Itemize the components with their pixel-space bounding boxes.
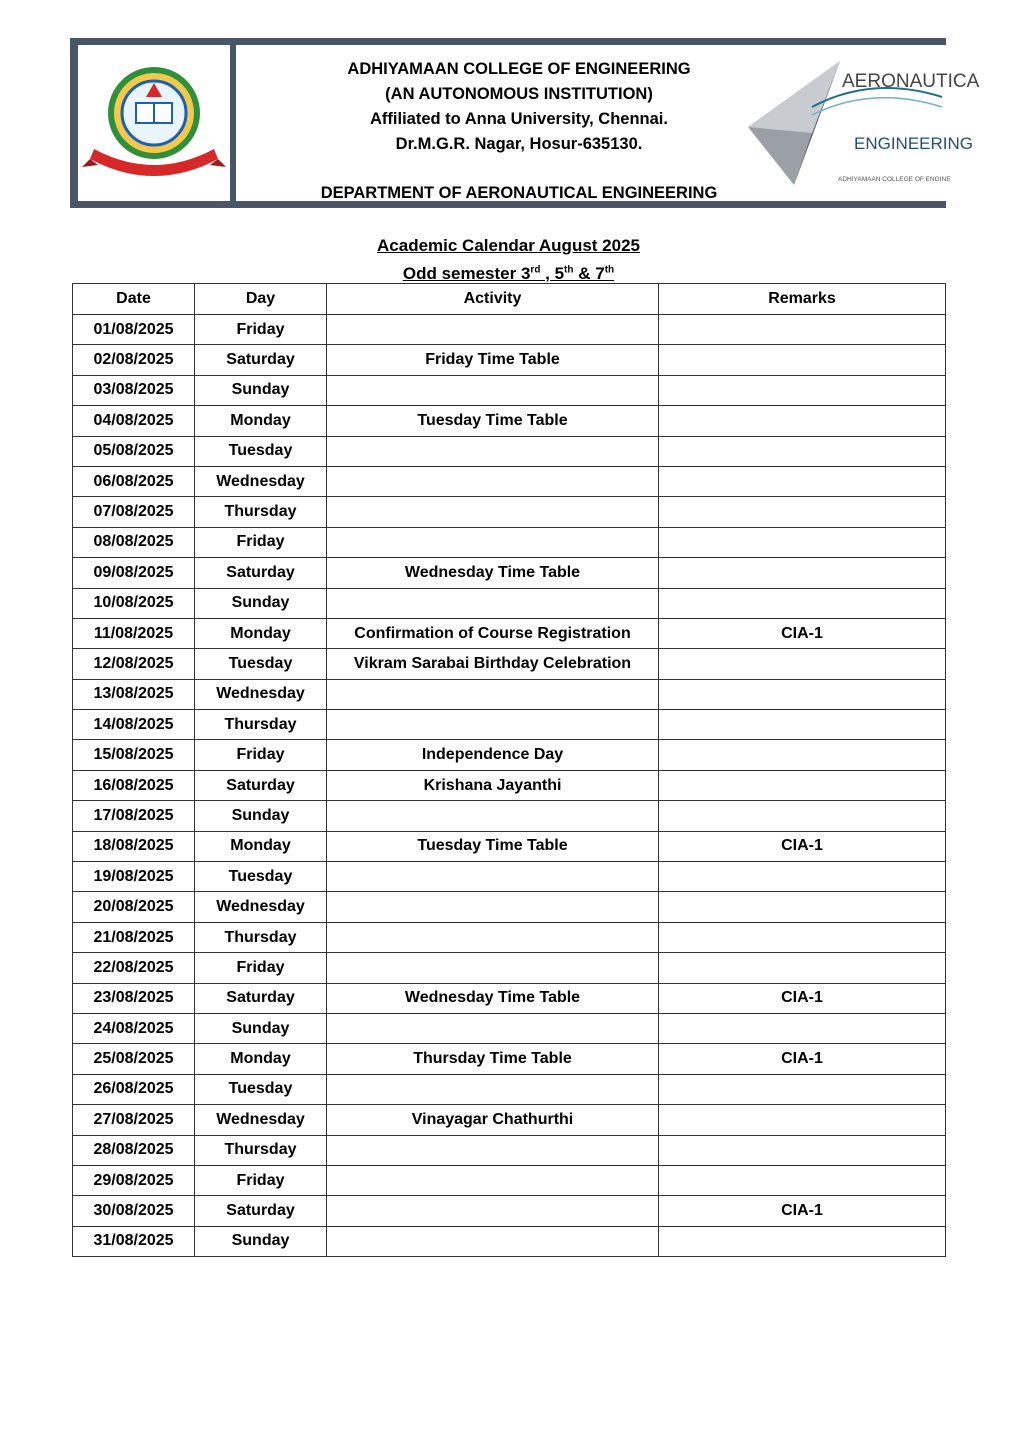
table-row — [73, 1135, 946, 1165]
college-logo-icon — [78, 45, 230, 201]
remarks-cell — [659, 892, 946, 922]
table-row — [73, 892, 946, 922]
remarks-cell — [659, 649, 946, 679]
table-row — [73, 375, 946, 405]
date-cell: 11/08/2025 — [73, 618, 195, 648]
date-cell: 24/08/2025 — [73, 1013, 195, 1043]
remarks-cell — [659, 345, 946, 375]
header-day: Day — [195, 284, 327, 315]
date-cell: 04/08/2025 — [73, 406, 195, 436]
day-cell: Tuesday — [195, 436, 327, 466]
table-row — [73, 618, 946, 648]
calendar-title-block — [0, 234, 1017, 286]
activity-cell — [327, 436, 659, 466]
activity-cell: Krishana Jayanthi — [327, 770, 659, 800]
semester-subtitle: Odd semester 3rd , 5th & 7th — [402, 263, 615, 283]
day-cell: Sunday — [195, 801, 327, 831]
table-row — [73, 1196, 946, 1226]
day-cell: Sunday — [195, 1013, 327, 1043]
svg-text:AERONAUTICA: AERONAUTICA — [842, 71, 980, 92]
activity-cell — [327, 710, 659, 740]
date-cell: 02/08/2025 — [73, 345, 195, 375]
date-cell: 22/08/2025 — [73, 953, 195, 983]
activity-cell: Tuesday Time Table — [327, 831, 659, 861]
day-cell: Wednesday — [195, 679, 327, 709]
affiliation: Affiliated to Anna University, Chennai. — [370, 110, 668, 128]
date-cell: 03/08/2025 — [73, 375, 195, 405]
day-cell: Tuesday — [195, 649, 327, 679]
table-row — [73, 1165, 946, 1195]
remarks-cell: CIA-1 — [659, 618, 946, 648]
remarks-cell — [659, 862, 946, 892]
date-cell: 15/08/2025 — [73, 740, 195, 770]
activity-cell: Vikram Sarabai Birthday Celebration — [327, 649, 659, 679]
activity-cell — [327, 1013, 659, 1043]
remarks-cell — [659, 436, 946, 466]
department-name: DEPARTMENT OF AERONAUTICAL ENGINEERING — [320, 184, 718, 202]
table-row — [73, 649, 946, 679]
date-cell: 28/08/2025 — [73, 1135, 195, 1165]
activity-cell: Confirmation of Course Registration — [327, 618, 659, 648]
day-cell: Monday — [195, 831, 327, 861]
table-row — [73, 466, 946, 496]
remarks-cell — [659, 770, 946, 800]
date-cell: 17/08/2025 — [73, 801, 195, 831]
table-row — [73, 315, 946, 345]
day-cell: Friday — [195, 527, 327, 557]
table-row — [73, 953, 946, 983]
day-cell: Saturday — [195, 770, 327, 800]
day-cell: Friday — [195, 315, 327, 345]
remarks-cell — [659, 1013, 946, 1043]
remarks-cell — [659, 710, 946, 740]
remarks-cell — [659, 497, 946, 527]
activity-cell — [327, 1226, 659, 1256]
day-cell: Thursday — [195, 710, 327, 740]
day-cell: Saturday — [195, 345, 327, 375]
activity-cell — [327, 1196, 659, 1226]
date-cell: 06/08/2025 — [73, 466, 195, 496]
table-row — [73, 436, 946, 466]
table-row — [73, 710, 946, 740]
activity-cell: Independence Day — [327, 740, 659, 770]
institution-status: (AN AUTONOMOUS INSTITUTION) — [385, 85, 653, 103]
day-cell: Thursday — [195, 497, 327, 527]
table-row — [73, 983, 946, 1013]
day-cell: Tuesday — [195, 1074, 327, 1104]
remarks-cell — [659, 527, 946, 557]
table-row — [73, 1074, 946, 1104]
day-cell: Sunday — [195, 375, 327, 405]
activity-cell: Vinayagar Chathurthi — [327, 1105, 659, 1135]
table-row — [73, 1044, 946, 1074]
remarks-cell: CIA-1 — [659, 1196, 946, 1226]
date-cell: 05/08/2025 — [73, 436, 195, 466]
date-cell: 19/08/2025 — [73, 862, 195, 892]
table-body — [73, 315, 946, 1257]
day-cell: Friday — [195, 740, 327, 770]
date-cell: 16/08/2025 — [73, 770, 195, 800]
date-cell: 14/08/2025 — [73, 710, 195, 740]
activity-cell — [327, 375, 659, 405]
remarks-cell — [659, 1074, 946, 1104]
table-row — [73, 527, 946, 557]
activity-cell — [327, 862, 659, 892]
date-cell: 20/08/2025 — [73, 892, 195, 922]
date-cell: 09/08/2025 — [73, 558, 195, 588]
date-cell: 07/08/2025 — [73, 497, 195, 527]
day-cell: Monday — [195, 406, 327, 436]
college-name: ADHIYAMAAN COLLEGE OF ENGINEERING — [347, 60, 691, 78]
remarks-cell — [659, 801, 946, 831]
table-row — [73, 588, 946, 618]
activity-cell — [327, 1135, 659, 1165]
college-info-panel — [236, 45, 802, 201]
remarks-cell — [659, 740, 946, 770]
date-cell: 29/08/2025 — [73, 1165, 195, 1195]
date-cell: 18/08/2025 — [73, 831, 195, 861]
header-activity: Activity — [327, 284, 659, 315]
day-cell: Friday — [195, 953, 327, 983]
day-cell: Saturday — [195, 983, 327, 1013]
remarks-cell — [659, 558, 946, 588]
date-cell: 31/08/2025 — [73, 1226, 195, 1256]
remarks-cell — [659, 588, 946, 618]
day-cell: Saturday — [195, 558, 327, 588]
table-row — [73, 345, 946, 375]
table-row — [73, 406, 946, 436]
day-cell: Sunday — [195, 1226, 327, 1256]
activity-cell — [327, 588, 659, 618]
remarks-cell: CIA-1 — [659, 983, 946, 1013]
table-row — [73, 801, 946, 831]
activity-cell — [327, 1074, 659, 1104]
header-remarks: Remarks — [659, 284, 946, 315]
date-cell: 23/08/2025 — [73, 983, 195, 1013]
table-row — [73, 740, 946, 770]
activity-cell — [327, 497, 659, 527]
activity-cell — [327, 466, 659, 496]
remarks-cell — [659, 1165, 946, 1195]
remarks-cell — [659, 1226, 946, 1256]
remarks-cell — [659, 1105, 946, 1135]
date-cell: 25/08/2025 — [73, 1044, 195, 1074]
remarks-cell — [659, 679, 946, 709]
date-cell: 13/08/2025 — [73, 679, 195, 709]
remarks-cell: CIA-1 — [659, 1044, 946, 1074]
activity-cell: Wednesday Time Table — [327, 983, 659, 1013]
table-row — [73, 1105, 946, 1135]
activity-cell — [327, 801, 659, 831]
day-cell: Wednesday — [195, 892, 327, 922]
activity-cell — [327, 527, 659, 557]
day-cell: Saturday — [195, 1196, 327, 1226]
date-cell: 26/08/2025 — [73, 1074, 195, 1104]
svg-text:ADHIYAMAAN COLLEGE OF ENGINE: ADHIYAMAAN COLLEGE OF ENGINE — [838, 176, 951, 183]
activity-cell — [327, 679, 659, 709]
address: Dr.M.G.R. Nagar, Hosur-635130. — [395, 135, 643, 153]
table-row — [73, 862, 946, 892]
day-cell: Wednesday — [195, 466, 327, 496]
remarks-cell — [659, 922, 946, 952]
letterhead — [70, 38, 980, 208]
date-cell: 30/08/2025 — [73, 1196, 195, 1226]
activity-cell — [327, 315, 659, 345]
remarks-cell — [659, 375, 946, 405]
table-row — [73, 1226, 946, 1256]
header-date: Date — [73, 284, 195, 315]
table-row — [73, 679, 946, 709]
activity-cell: Wednesday Time Table — [327, 558, 659, 588]
activity-cell: Tuesday Time Table — [327, 406, 659, 436]
remarks-cell — [659, 953, 946, 983]
remarks-cell: CIA-1 — [659, 831, 946, 861]
date-cell: 12/08/2025 — [73, 649, 195, 679]
activity-cell: Friday Time Table — [327, 345, 659, 375]
table-row — [73, 497, 946, 527]
day-cell: Monday — [195, 618, 327, 648]
remarks-cell — [659, 1135, 946, 1165]
paper-plane-logo-icon — [742, 45, 980, 201]
date-cell: 21/08/2025 — [73, 922, 195, 952]
day-cell: Sunday — [195, 588, 327, 618]
activity-cell — [327, 922, 659, 952]
table-row — [73, 1013, 946, 1043]
day-cell: Thursday — [195, 1135, 327, 1165]
activity-cell — [327, 1165, 659, 1195]
day-cell: Tuesday — [195, 862, 327, 892]
aeronautical-brand-panel — [742, 45, 980, 201]
table-header-row — [73, 284, 946, 315]
activity-cell — [327, 953, 659, 983]
table-row — [73, 558, 946, 588]
day-cell: Monday — [195, 1044, 327, 1074]
day-cell: Thursday — [195, 922, 327, 952]
table-row — [73, 922, 946, 952]
calendar-title: Academic Calendar August 2025 — [377, 236, 640, 255]
svg-text:ENGINEERING: ENGINEERING — [854, 134, 974, 153]
table-row — [73, 831, 946, 861]
day-cell: Friday — [195, 1165, 327, 1195]
day-cell: Wednesday — [195, 1105, 327, 1135]
date-cell: 10/08/2025 — [73, 588, 195, 618]
date-cell: 01/08/2025 — [73, 315, 195, 345]
college-logo-panel — [78, 45, 230, 201]
remarks-cell — [659, 466, 946, 496]
date-cell: 27/08/2025 — [73, 1105, 195, 1135]
activity-cell — [327, 892, 659, 922]
remarks-cell — [659, 315, 946, 345]
remarks-cell — [659, 406, 946, 436]
activity-cell: Thursday Time Table — [327, 1044, 659, 1074]
date-cell: 08/08/2025 — [73, 527, 195, 557]
academic-calendar-table — [72, 283, 946, 1257]
table-row — [73, 770, 946, 800]
